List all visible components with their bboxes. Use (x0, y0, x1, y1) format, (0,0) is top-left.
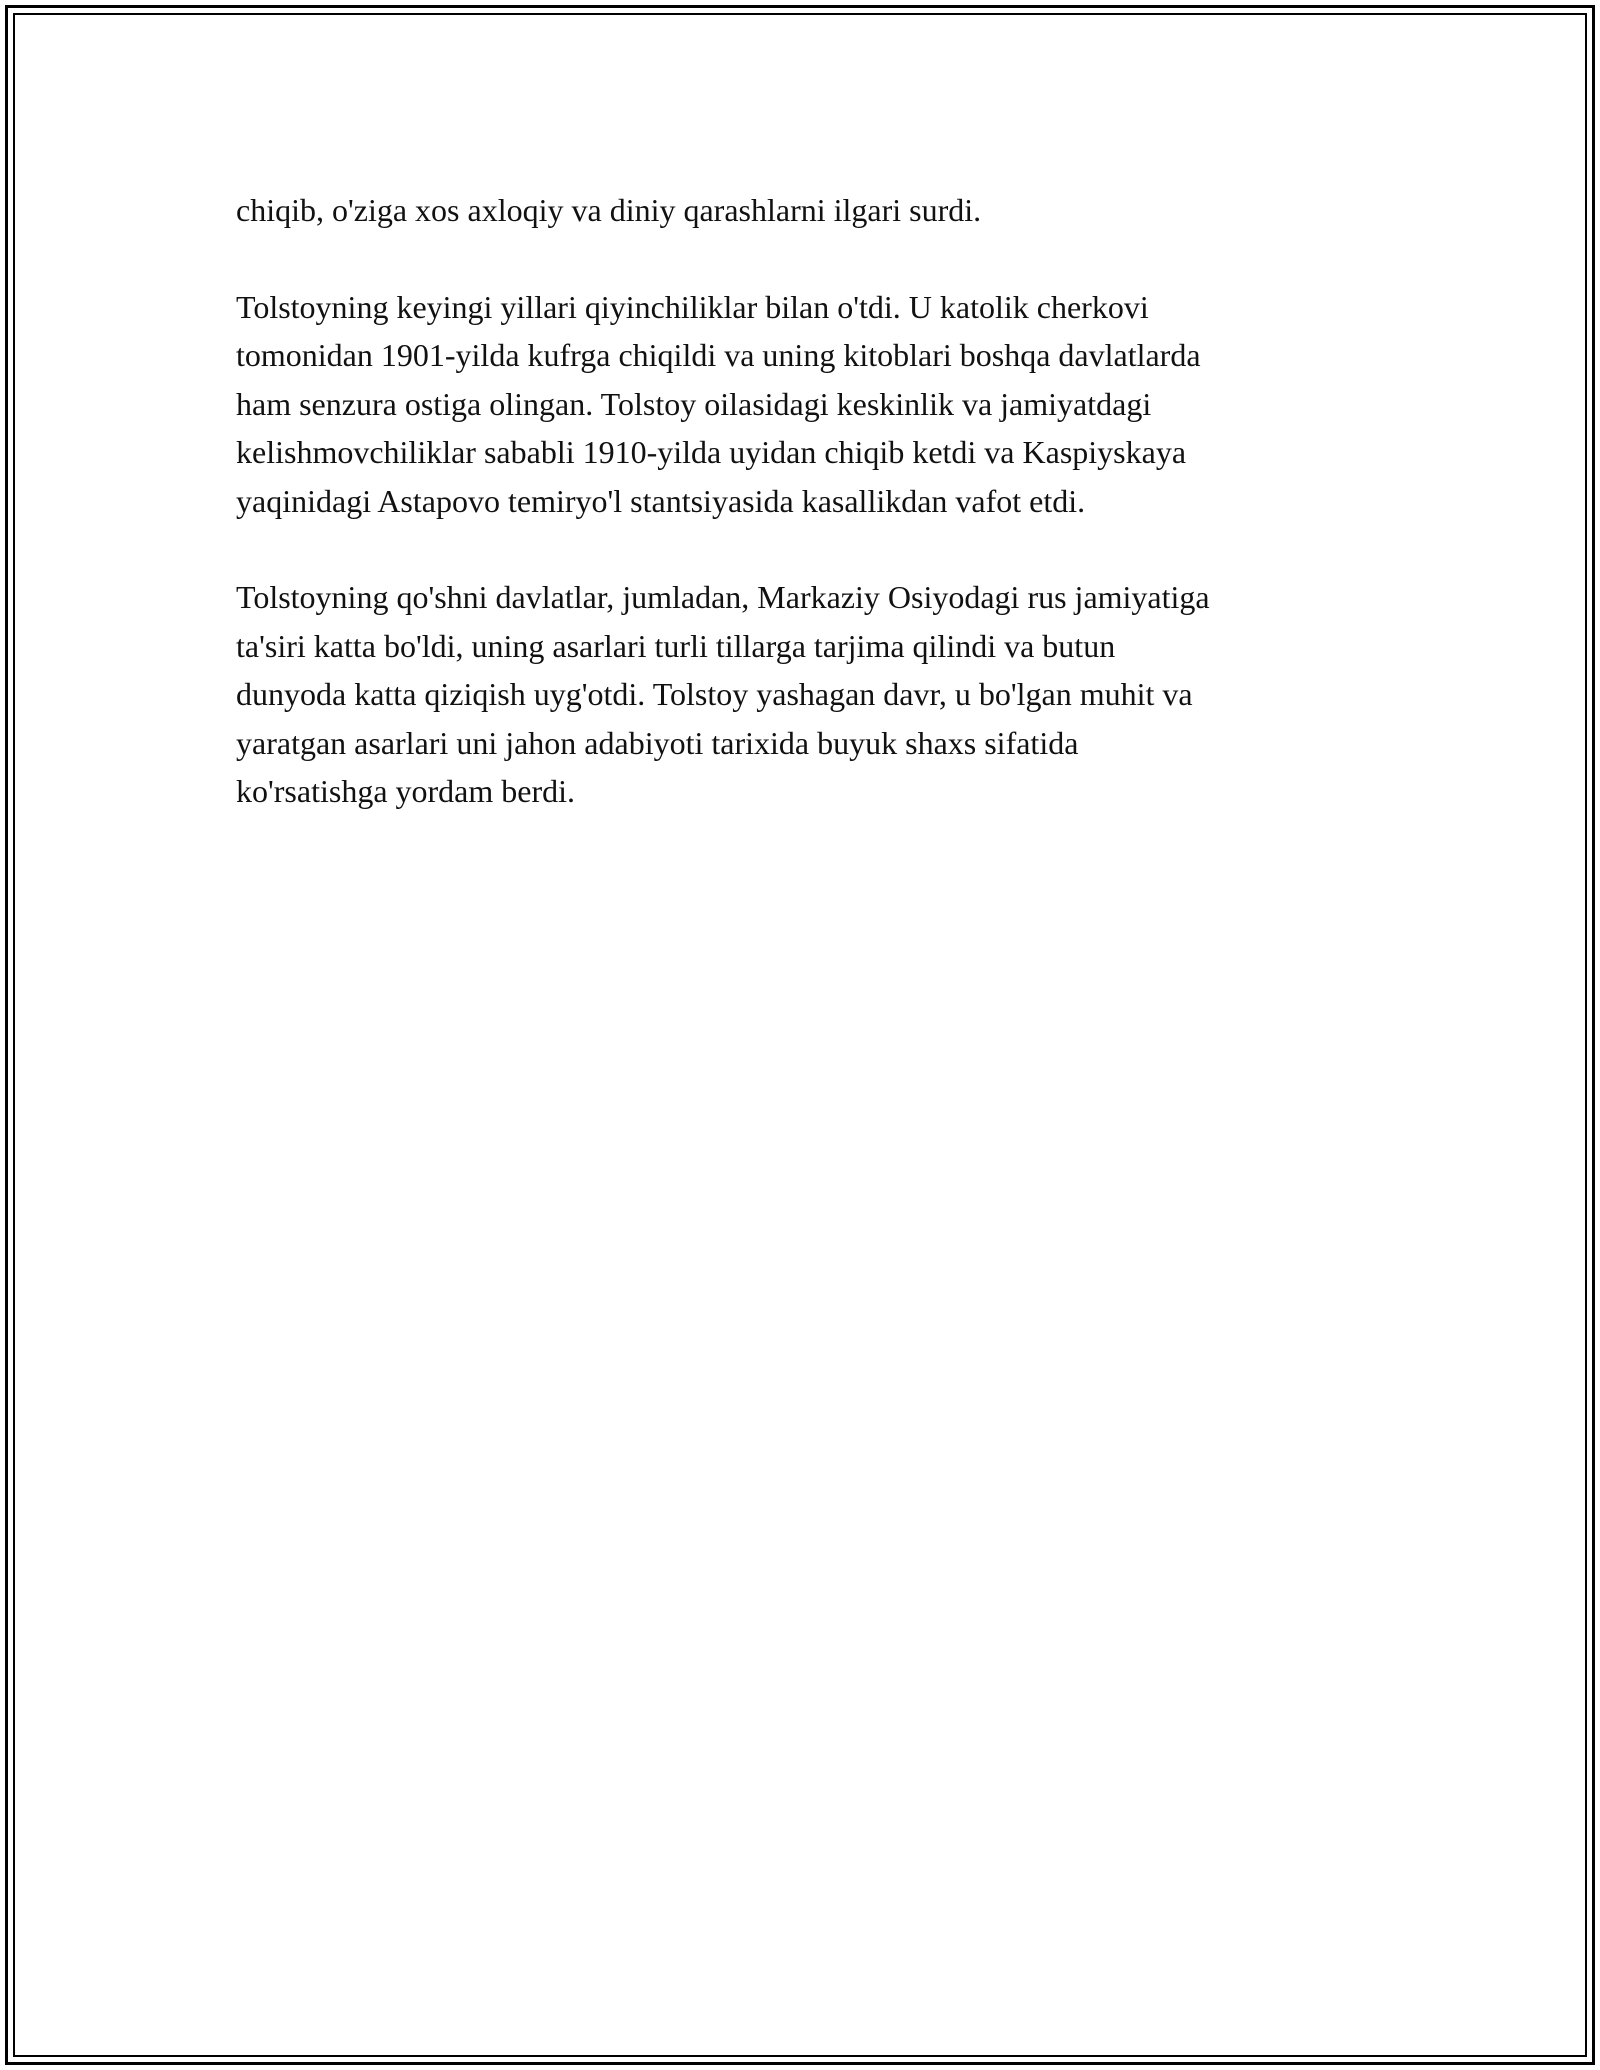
document-body (236, 186, 1386, 864)
paragraph-3: Tolstoyning qo'shni davlatlar, jumladan, Markaziy Osiyodagi rus jamiyatiga ta'siri katta bo'ldi, uning asarlari turli tillarga tarjima qilindi va butun dunyoda katta qiziqish uyg'otdi. Tolstoy yashagan davr, u bo'lgan muhit va yaratgan asarlari uni jahon adabiyoti tarixida buyuk shaxs sifatida ko'rsatishga yordam berdi. (236, 579, 1210, 809)
paragraph-2: Tolstoyning keyingi yillari qiyinchiliklar bilan o'tdi. U katolik cherkovi tomonidan 1901-yilda kufrga chiqildi va uning kitoblari boshqa davlatlarda ham senzura ostiga olingan. Tolstoy oilasidagi keskinlik va jamiyatdagi kelishmovchiliklar sababli 1910-yilda uyidan chiqib ketdi va Kaspiyskaya yaqinidagi Astapovo temiryo'l stantsiyasida kasallikdan vafot etdi. (236, 288, 1201, 519)
paragraph-1: chiqib, o'ziga xos axloqiy va diniy qarashlarni ilgari surdi. (236, 192, 982, 228)
